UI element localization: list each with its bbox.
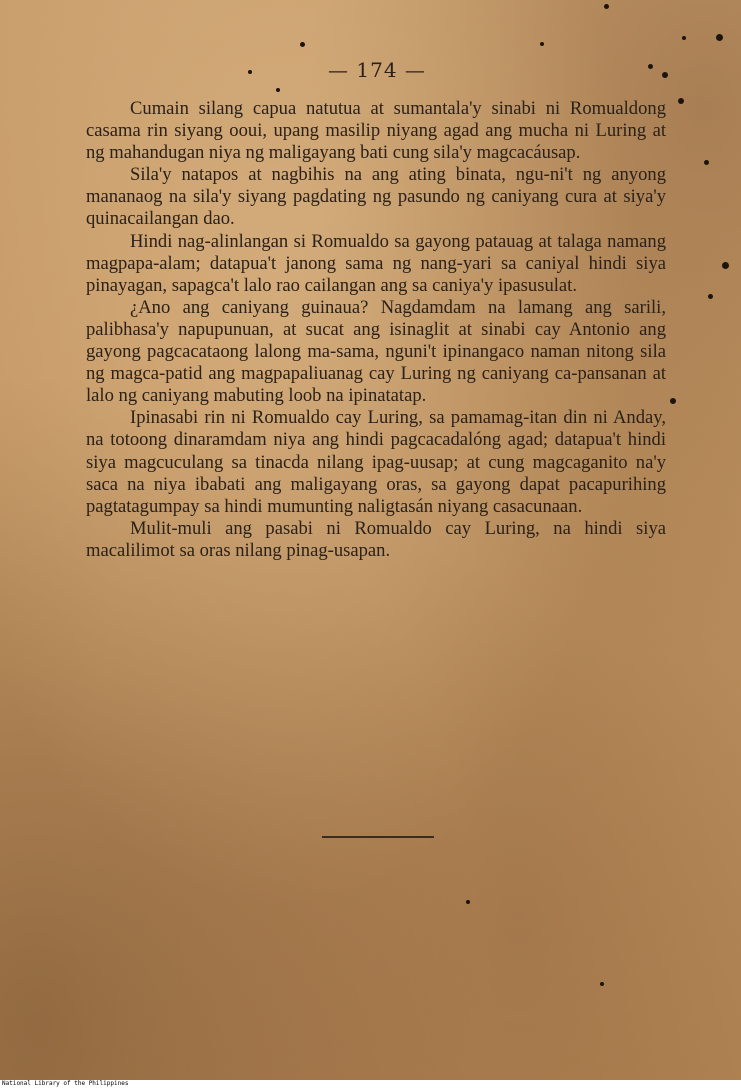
ink-speck	[248, 70, 252, 74]
paragraph: Cumain silang capua natutua at sumantala'y sinabi ni Romualdong casama rin siyang ooui, upang masilip niyang agad ang mucha ni Luring at ng mahandugan niya ng maligayang bati cung sila'y magcacáusap.	[86, 98, 666, 164]
ink-speck	[662, 72, 668, 78]
ink-speck	[604, 4, 609, 9]
paragraph: Sila'y natapos at nagbihis na ang ating binata, ngu-ni't ng anyong mananaog na sila'y siyang pagdating ng pasundo ng caniyang cura at siya'y quinacailangan dao.	[86, 164, 666, 230]
body-text	[86, 98, 666, 562]
paragraph: Ipinasabi rin ni Romualdo cay Luring, sa pamamag-itan din ni Anday, na totoong dinaramdam niya ang hindi pagcacadalóng agad; datapua't hindi siya magcuculang sa tinacda nilang ipag-uusap; at cung magcaganito na'y saca na niya ibabati ang maligayang oras, sa gayong dapat pacapurihing pagtatagumpay sa hindi mumunting naligtasán niyang casacunaan.	[86, 407, 666, 517]
ink-speck	[704, 160, 709, 165]
ink-speck	[682, 36, 686, 40]
library-credit: National Library of the Philippines	[2, 1080, 129, 1087]
ink-speck	[300, 42, 305, 47]
ink-speck	[708, 294, 713, 299]
paragraph: ¿Ano ang caniyang guinaua? Nagdamdam na lamang ang sarili, palibhasa'y napupunuan, at sucat ang isinaglit at sinabi cay Antonio ang gayong pagcacataong lalong ma-sama, nguni't ipinangaco naman nitong sila ng magca-patid ang magpapaliuanag cay Luring ng caniyang ca-pansanan at lalo ng caniyang mabuting loob na ipinatatap.	[86, 296, 666, 407]
paragraph: Hindi nag-alinlangan si Romualdo sa gayong patauag at talaga namang magpapa-alam; datapua't janong sama ng nang-yari sa caniyal hindi siya pinayagan, sapagca't lalo rao cailangan ang sa caniya'y ipasusulat.	[86, 230, 666, 296]
ink-speck	[722, 262, 729, 269]
ink-speck	[466, 900, 470, 904]
ink-speck	[670, 398, 676, 404]
paragraph: Mulit-muli ang pasabi ni Romualdo cay Luring, na hindi siya macalilimot sa oras nilang pinag-usapan.	[86, 517, 666, 561]
ink-speck	[600, 982, 604, 986]
ink-speck	[648, 64, 653, 69]
ink-speck	[678, 98, 684, 104]
section-divider	[322, 836, 434, 838]
ink-speck	[540, 42, 544, 46]
page-number: — 174 —	[328, 58, 426, 82]
ink-speck	[276, 88, 280, 92]
ink-speck	[716, 34, 723, 41]
